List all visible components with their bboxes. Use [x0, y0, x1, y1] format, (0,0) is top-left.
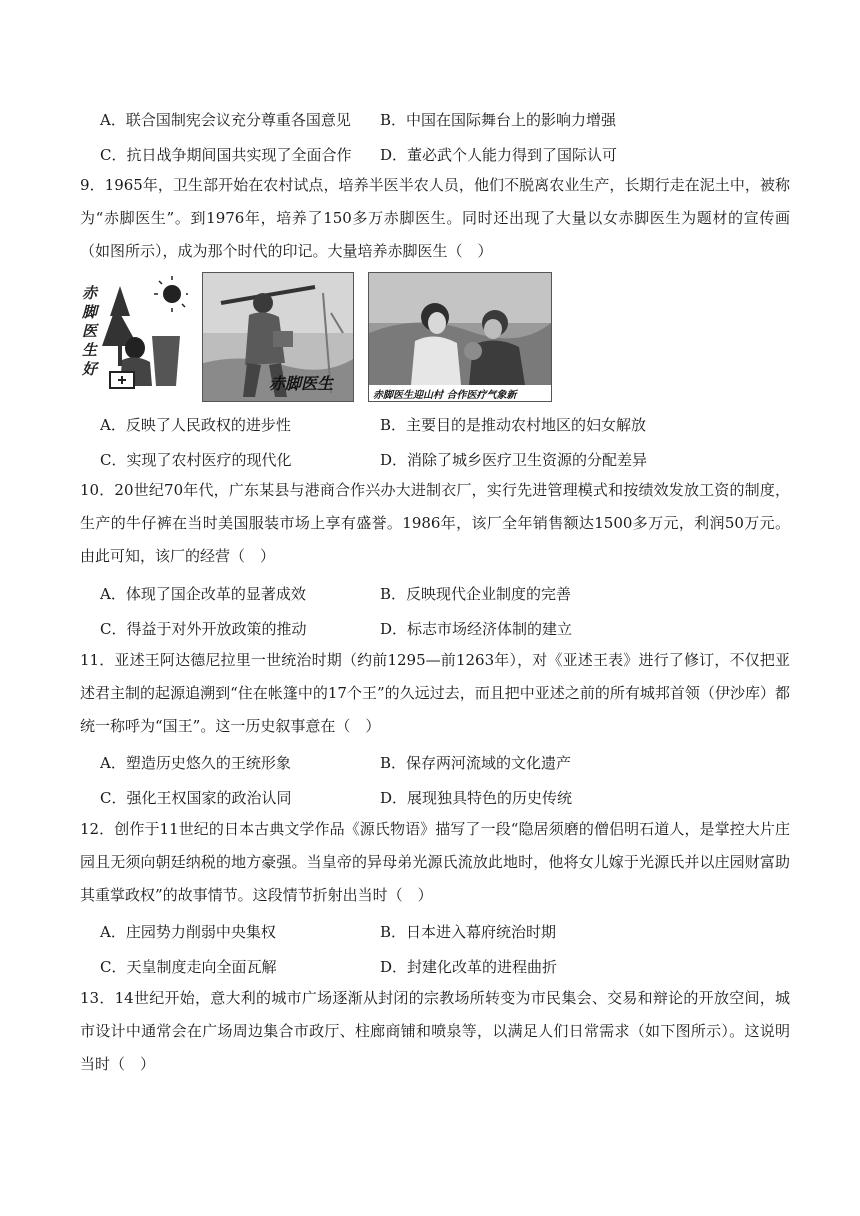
- q12-option-a[interactable]: A．庄园势力削弱中央集权: [100, 923, 276, 941]
- q9-stem: 9．1965年，卫生部开始在农村试点，培养半医半农人员，他们不脱离农业生产，长期行走在泥土中，被称为“赤脚医生”。到1976年，培养了150多万赤脚医生。同时还出现了大量以女赤脚医生为题材的宣传画（如图所示），成为那个时代的印记。大量培养赤脚医生（ ）: [80, 176, 790, 260]
- q10-option-a[interactable]: A．体现了国企改革的显著成效: [100, 585, 306, 603]
- q12-options-row-1: [0, 920, 860, 944]
- q8-option-d[interactable]: D．董必武个人能力得到了国际认可: [380, 146, 618, 164]
- q10-stem: 10．20世纪70年代，广东某县与港商合作兴办大进制衣厂，实行先进管理模式和按绩效发放工资的制度，生产的牛仔裤在当时美国服装市场上享有盛誉。1986年，该厂全年销售额达1500多万元，利润50万元。由此可知，该厂的经营（ ）: [80, 481, 790, 565]
- q11-stem: 11．亚述王阿达德尼拉里一世统治时期（约前1295—前1263年），对《亚述王表》进行了修订，不仅把亚述君主制的起源追溯到“住在帐篷中的17个王”的久远过去，而且把中亚述之前的所有城邦首领（伊沙库）都统一称呼为“国王”。这一历史叙事意在（ ）: [80, 651, 790, 735]
- q12-option-d[interactable]: D．封建化改革的进程曲折: [380, 958, 558, 976]
- q10-option-d[interactable]: D．标志市场经济体制的建立: [380, 620, 573, 638]
- q11-option-d[interactable]: D．展现独具特色的历史传统: [380, 789, 573, 807]
- poster-1-caption: 赤脚医生好: [82, 284, 98, 378]
- q12-options-row-2: [0, 955, 860, 979]
- q11-option-a[interactable]: A．塑造历史悠久的王统形象: [100, 754, 291, 772]
- q13-stem: 13．14世纪开始，意大利的城市广场逐渐从封闭的宗教场所转变为市民集会、交易和辩论的开放空间，城市设计中通常会在广场周边集合市政厅、柱廊商铺和喷泉等，以满足人们日常需求（如下图所示）。这说明当时（ ）: [80, 989, 790, 1073]
- poster-3-caption: 赤脚医生迎山村 合作医疗气象新: [373, 390, 517, 401]
- q9-options-row-2: [0, 448, 860, 472]
- q8-option-b[interactable]: B．中国在国际舞台上的影响力增强: [380, 111, 617, 129]
- q10-option-c[interactable]: C．得益于对外开放政策的推动: [100, 620, 307, 638]
- q9-option-c[interactable]: C．实现了农村医疗的现代化: [100, 451, 292, 469]
- q9-option-d[interactable]: D．消除了城乡医疗卫生资源的分配差异: [380, 451, 648, 469]
- q11-options-row-1: [0, 751, 860, 775]
- q11-options-row-2: [0, 786, 860, 810]
- q12-stem: 12．创作于11世纪的日本古典文学作品《源氏物语》描写了一段“隐居须磨的僧侣明石道人，是掌控大片庄园且无须向朝廷纳税的地方豪强。当皇帝的异母弟光源氏流放此地时，他将女儿嫁于光源氏并以庄园财富助其重掌政权”的故事情节。这段情节折射出当时（ ）: [80, 820, 790, 904]
- q11-option-c[interactable]: C．强化王权国家的政治认同: [100, 789, 292, 807]
- q10-options-row-2: [0, 617, 860, 641]
- poster-2-caption: 赤脚医生: [269, 374, 334, 393]
- poster-3-image: [369, 273, 551, 401]
- q9-option-a[interactable]: A．反映了人民政权的进步性: [100, 416, 291, 434]
- q10-options-row-1: [0, 582, 860, 606]
- q8-option-a[interactable]: A．联合国制宪会议充分尊重各国意见: [100, 111, 351, 129]
- q8-option-c[interactable]: C．抗日战争期间国共实现了全面合作: [100, 146, 352, 164]
- q8-options-row-2: [0, 143, 860, 167]
- q12-option-b[interactable]: B．日本进入幕府统治时期: [380, 923, 557, 941]
- q9-options-row-1: [0, 413, 860, 437]
- q8-options-row-1: [0, 108, 860, 132]
- q9-option-b[interactable]: B．主要目的是推动农村地区的妇女解放: [380, 416, 647, 434]
- poster-1: [80, 276, 188, 396]
- poster-2: [202, 272, 354, 402]
- poster-3: [368, 272, 552, 402]
- q12-option-c[interactable]: C．天皇制度走向全面瓦解: [100, 958, 277, 976]
- q11-option-b[interactable]: B．保存两河流域的文化遗产: [380, 754, 572, 772]
- q9-poster-figures: [80, 272, 560, 408]
- q10-option-b[interactable]: B．反映现代企业制度的完善: [380, 585, 572, 603]
